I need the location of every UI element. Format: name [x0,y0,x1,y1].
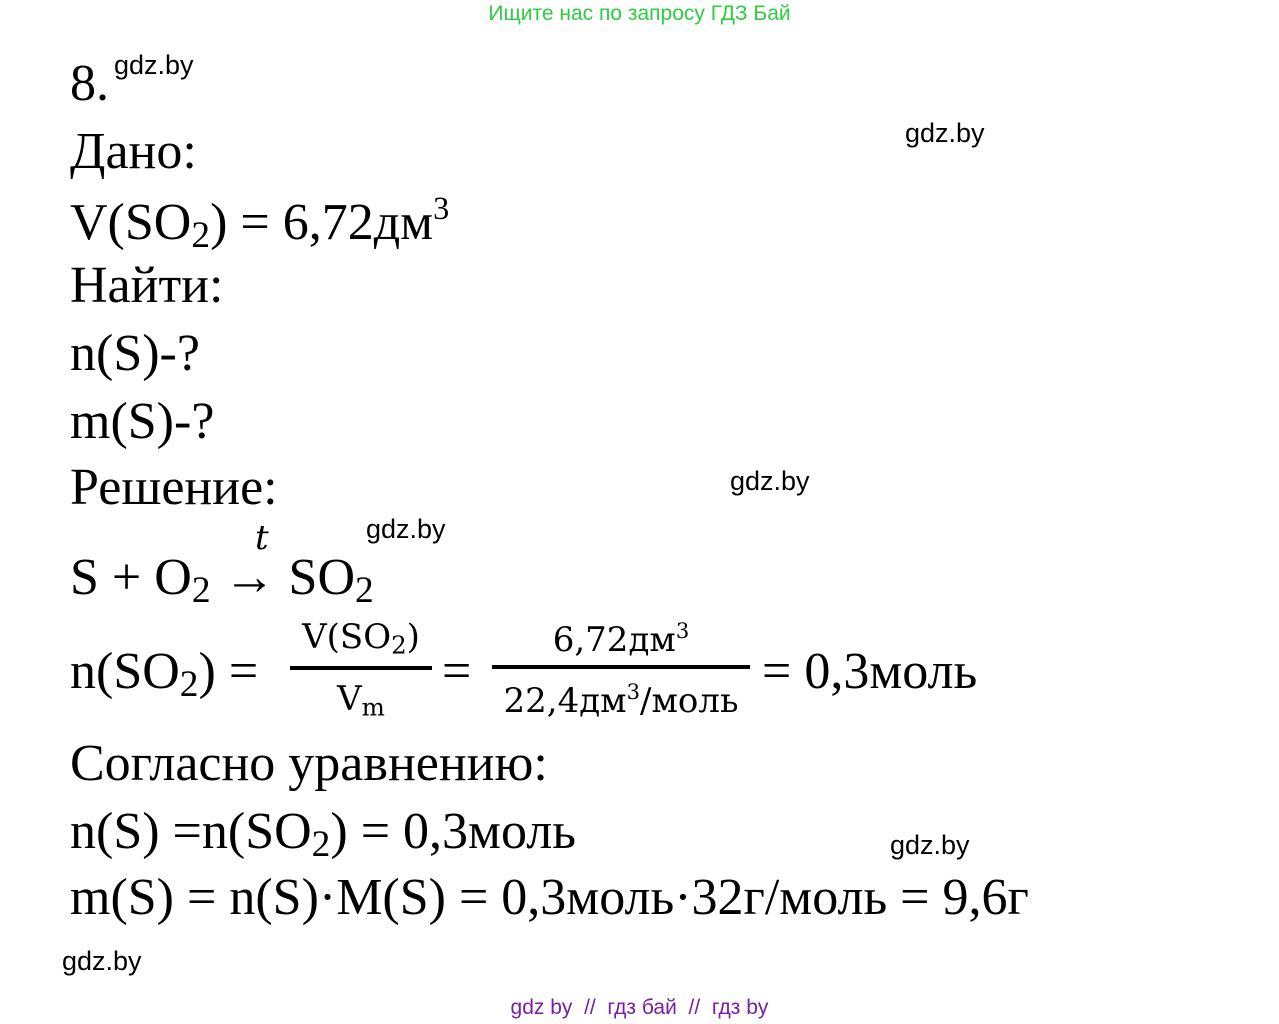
find-item-m: m(S)-? [70,393,215,450]
given-label: Дано: [70,123,197,180]
fraction-vm-sub: m [361,692,385,722]
solution-label: Решение: [70,459,278,516]
reaction-equation [70,549,374,612]
n-calc-lhs-end: ) = [198,643,259,700]
fraction-v-over-vm [290,617,432,722]
reaction-rhs: SO [288,549,356,606]
given-volume-left: V(SO [70,193,192,251]
fraction-volume-den-sup: 3 [626,679,641,705]
find-item-n: n(S)-? [70,325,200,382]
fraction-volume-denominator [492,679,750,722]
given-volume [70,192,449,255]
fraction-volume-den-b: /моль [640,681,739,722]
watermark: gdz.by [366,514,446,544]
ns-line-a: n(S) =n(SO [70,803,312,860]
ns-line-sub: 2 [311,824,331,866]
ns-line [70,803,576,866]
watermark: gdz.by [905,118,985,148]
according-label: Согласно уравнению: [70,735,548,792]
ms-line: m(S) = n(S)·M(S) = 0,3моль·32г/моль = 9,6г [70,869,1029,926]
fraction-volume-numerator [492,618,750,661]
ns-line-b: ) = 0,3моль [330,803,576,860]
reaction-condition: t [255,518,269,558]
reaction-arrow: → [223,549,276,606]
given-volume-sub: 2 [191,215,211,257]
fraction-v-numerator [290,617,432,660]
n-calc-lhs [70,643,259,706]
reaction-lhs-sub: 2 [191,570,211,612]
n-calc-result: = 0,3моль [762,643,978,700]
fraction-v-num-b: ) [406,617,420,657]
reaction-lhs: S + O [70,549,192,606]
find-label: Найти: [70,257,224,314]
given-volume-sup: 3 [433,190,450,226]
top-banner[interactable]: Ищите нас по запросу ГДЗ Бай [488,2,791,25]
fraction-v-num-sub: 2 [391,630,407,660]
given-volume-mid: ) = 6,72дм [210,193,434,251]
watermark: gdz.by [62,946,142,976]
fraction-bar [492,665,750,669]
task-number: 8. [70,55,109,112]
watermark: gdz.by [890,830,970,860]
fraction-volume-values [492,618,750,722]
watermark: gdz.by [730,466,810,496]
fraction-volume-den-a: 22,4дм [503,681,627,722]
n-calc-eq: = [442,643,472,700]
reaction-rhs-sub: 2 [355,570,374,612]
fraction-vm-a: V [337,678,362,719]
n-calc-lhs-a: n(SO [70,643,180,700]
fraction-volume-num-sup: 3 [675,618,690,643]
fraction-bar [290,666,432,670]
n-calc-lhs-sub: 2 [179,664,199,706]
bottom-banner[interactable]: gdz by // гдз бай // гдз by [510,996,769,1019]
fraction-v-num-a: V(SO [302,617,392,657]
watermark: gdz.by [114,50,194,80]
fraction-vm-denominator [290,678,432,722]
fraction-volume-num-a: 6,72дм [552,620,676,661]
